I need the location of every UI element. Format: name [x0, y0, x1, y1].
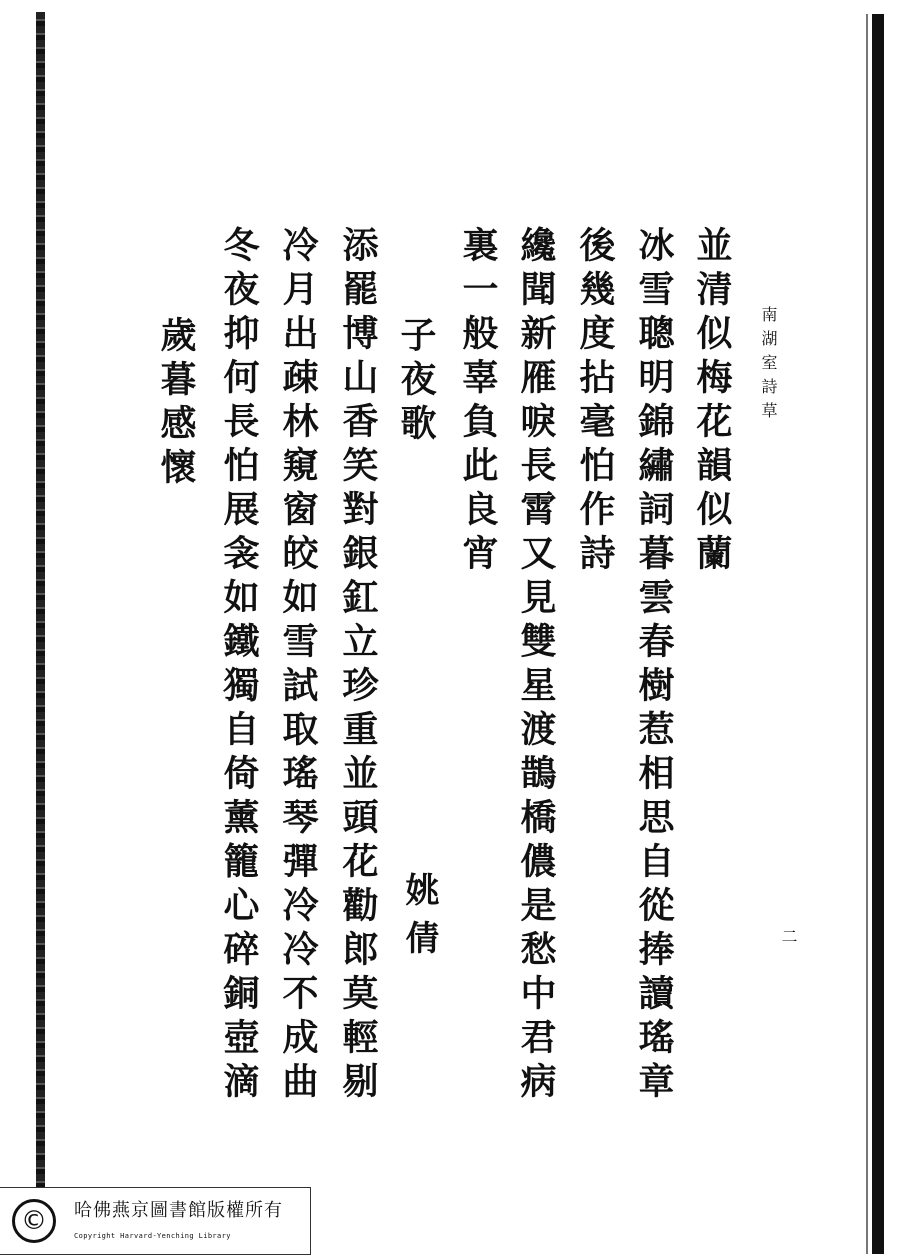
- text-column-2: 冰雪聰明錦繡詞暮雲春樹惹相思自從捧讀瑤章: [633, 226, 675, 1106]
- text-column-5: 裏一般辜負此良宵: [457, 226, 499, 578]
- poem-title-ziye-ge: 子夜歌: [395, 316, 437, 448]
- folio-number: 二: [779, 928, 798, 944]
- scan-edge-left: [36, 12, 45, 1187]
- copyright-stamp: [0, 1187, 311, 1255]
- stamp-library-name: 哈佛燕京圖書館版權所有: [74, 1200, 283, 1221]
- text-column-3: 後幾度拈毫怕作詩: [574, 226, 616, 578]
- poem-title-suimu-ganhuai: 歲暮感懷: [155, 316, 197, 492]
- text-column-8: 添罷博山香笑對銀釭立珍重並頭花勸郎莫輕剔: [337, 226, 379, 1106]
- author-name: 姚倩: [399, 872, 439, 968]
- text-column-4: 纔聞新雁唳長霄又見雙星渡鵲橋儂是愁中君病: [515, 226, 557, 1106]
- text-column-10: 冬夜抑何長怕展衾如鐵獨自倚薰籠心碎銅壺滴: [218, 226, 260, 1106]
- copyright-icon: ©: [12, 1199, 56, 1243]
- scan-edge-right: [872, 14, 884, 1254]
- text-column-1: 並清似梅花韻似蘭: [691, 226, 733, 578]
- running-head: 南湖室詩草: [759, 306, 778, 426]
- text-column-9: 冷月出疎林窺窗皎如雪試取瑤琴彈冷冷不成曲: [277, 226, 319, 1106]
- stamp-copyright-text: Copyright Harvard-Yenching Library: [74, 1232, 231, 1240]
- scan-edge-right-thin: [866, 14, 868, 1254]
